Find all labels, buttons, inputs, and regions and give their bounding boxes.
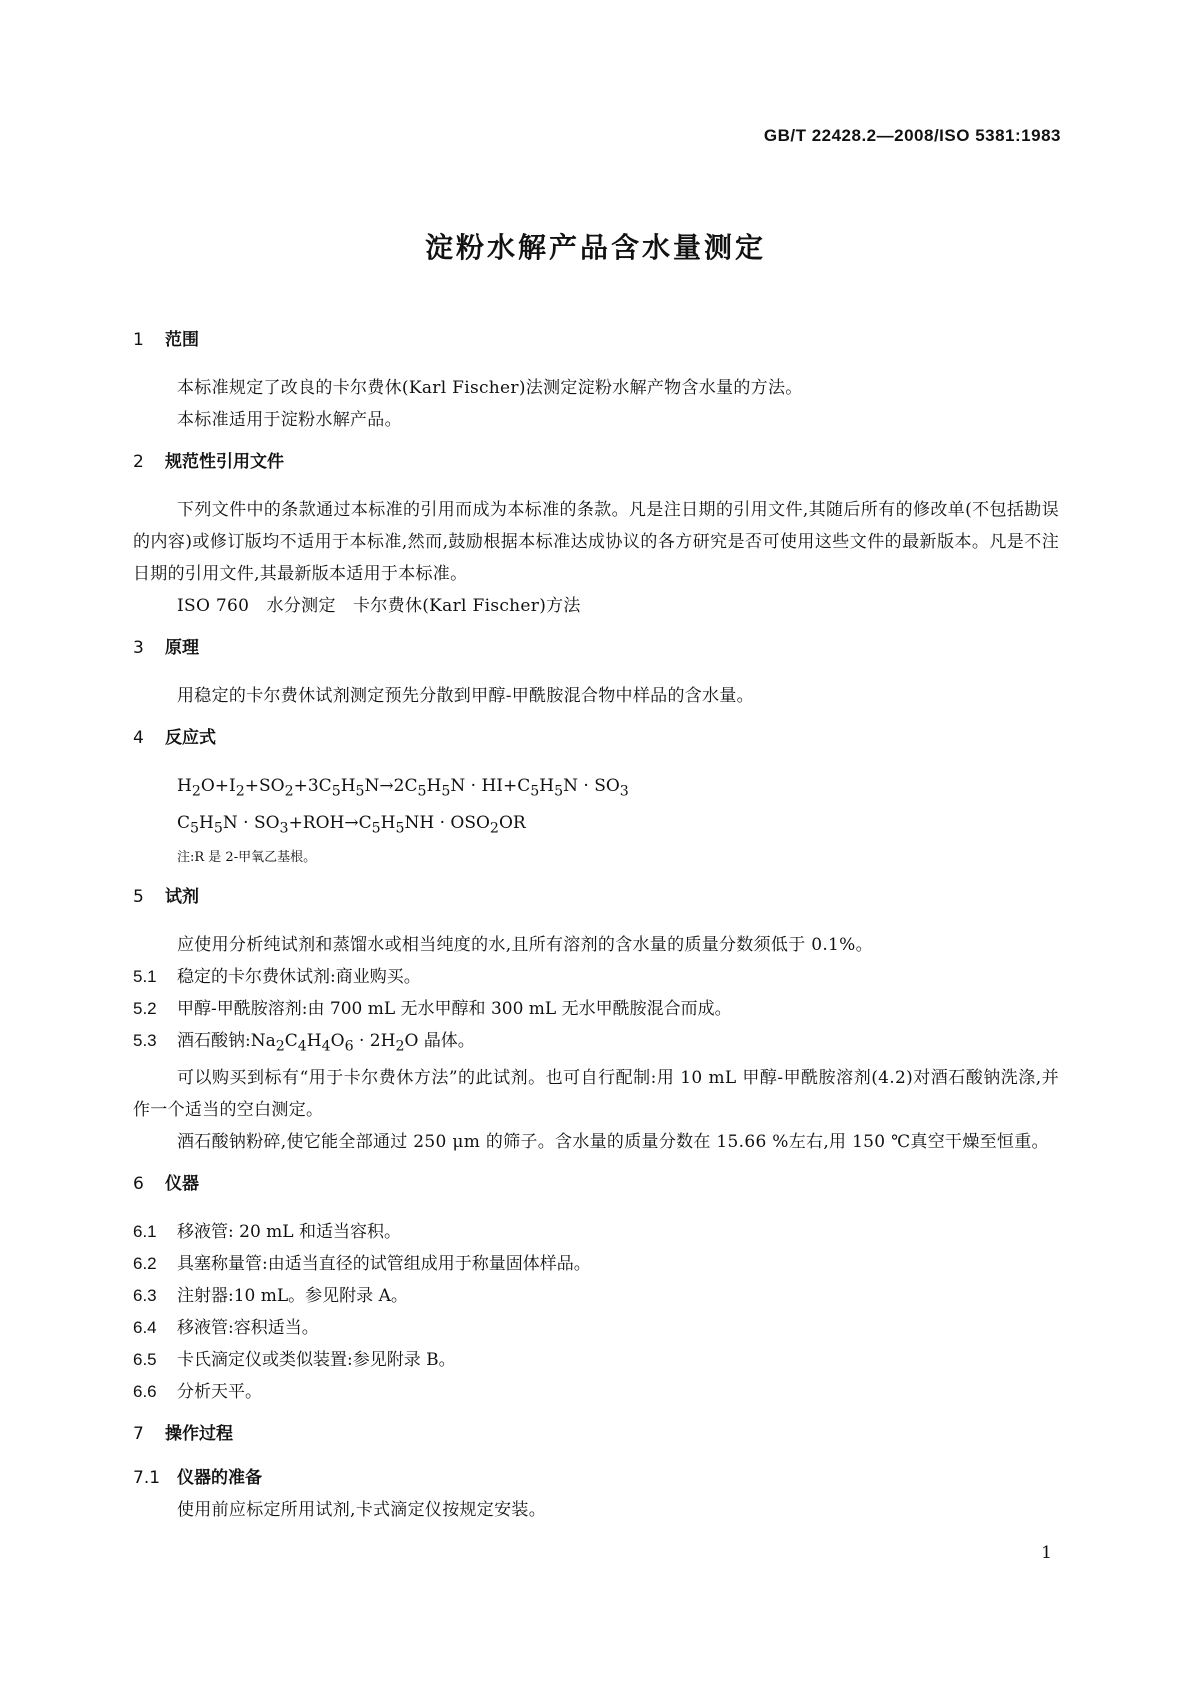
item-text: 酒石酸钠: xyxy=(177,1030,251,1051)
paragraph: 本标准适用于淀粉水解产品。 xyxy=(177,410,402,430)
section-title: 反应式 xyxy=(165,728,216,748)
item-number: 6.1 xyxy=(133,1222,157,1242)
list-item xyxy=(133,993,1059,1025)
normative-reference: ISO 760 水分测定 卡尔费休(Karl Fischer)方法 xyxy=(177,596,581,616)
list-item xyxy=(133,1025,1059,1062)
item-number: 6.6 xyxy=(133,1382,157,1402)
item-number: 6.2 xyxy=(133,1254,157,1274)
document-body xyxy=(133,328,1059,1526)
section-2-heading xyxy=(133,450,1059,474)
section-3-heading xyxy=(133,636,1059,660)
item-text: 移液管:容积适当。 xyxy=(177,1318,319,1339)
list-item xyxy=(133,1216,1059,1248)
item-text: 移液管: 20 mL 和适当容积。 xyxy=(177,1222,401,1243)
item-text: 具塞称量管:由适当直径的试管组成用于称量固体样品。 xyxy=(177,1254,591,1275)
item-number: 6.4 xyxy=(133,1318,157,1338)
section-number: 7 xyxy=(133,1424,144,1445)
section-number: 1 xyxy=(133,330,144,350)
section-number: 4 xyxy=(133,728,144,748)
page-number: 1 xyxy=(1041,1543,1052,1563)
paragraph: 酒石酸钠粉碎,使它能全部通过 250 μm 的筛子。含水量的质量分数在 15.66 %左右,用 150 ℃真空干燥至恒重。 xyxy=(177,1132,1049,1153)
section-5-heading xyxy=(133,885,1059,909)
note: 注:R 是 2-甲氧乙基根。 xyxy=(177,849,317,865)
standard-number: GB/T 22428.2—2008/ISO 5381:1983 xyxy=(763,126,1061,145)
subsection-number: 7.1 xyxy=(133,1468,161,1489)
item-text: 卡氏滴定仪或类似装置:参见附录 B。 xyxy=(177,1350,456,1371)
list-item xyxy=(133,1344,1059,1376)
section-7-heading xyxy=(133,1422,1059,1446)
item-number: 5.2 xyxy=(133,998,157,1018)
paragraph: 可以购买到标有“用于卡尔费休方法”的此试剂。也可自行配制:用 10 mL 甲醇-甲酰胺溶剂(4.2)对酒石酸钠洗涤,并作一个适当的空白测定。 xyxy=(133,1068,1059,1121)
section-title: 试剂 xyxy=(165,886,199,907)
chemical-formula: $Na_2C_4H_4O_6 \cdot 2H_2O$ xyxy=(250,1030,424,1055)
subsection-title: 仪器的准备 xyxy=(177,1468,262,1489)
item-text: 甲醇-甲酰胺溶剂:由 700 mL 无水甲醇和 300 mL 无水甲酰胺混合而成。 xyxy=(177,998,732,1019)
document-title: 淀粉水解产品含水量测定 xyxy=(424,231,766,264)
reaction-equation-2: $C_5H_5N \cdot SO_3+ROH\to C_5H_5NH \cdot OSO_2OR$ xyxy=(177,813,526,837)
item-text: 稳定的卡尔费休试剂:商业购买。 xyxy=(177,966,421,987)
item-number: 5.1 xyxy=(133,966,157,986)
item-text: 晶体。 xyxy=(423,1030,475,1051)
section-number: 2 xyxy=(133,452,144,472)
paragraph: 本标准规定了改良的卡尔费休(Karl Fischer)法测定淀粉水解产物含水量的方法。 xyxy=(177,378,803,398)
list-item xyxy=(133,961,1059,993)
list-item xyxy=(133,1312,1059,1344)
section-4-heading xyxy=(133,726,1059,750)
section-title: 操作过程 xyxy=(165,1424,233,1445)
section-1-heading xyxy=(133,328,1059,352)
item-number: 5.3 xyxy=(133,1030,157,1050)
paragraph: 用稳定的卡尔费休试剂测定预先分散到甲醇-甲酰胺混合物中样品的含水量。 xyxy=(177,686,754,706)
paragraph: 使用前应标定所用试剂,卡式滴定仪按规定安装。 xyxy=(177,1500,547,1521)
paragraph: 下列文件中的条款通过本标准的引用而成为本标准的条款。凡是注日期的引用文件,其随后所有的修改单(不包括勘误的内容)或修订版均不适用于本标准,然而,鼓励根据本标准达成协议的各方研究是否可使用这些文件的最新版本。凡是不注日期的引用文件,其最新版本适用于本标准。 xyxy=(133,500,1059,584)
item-text: 注射器:10 mL。参见附录 A。 xyxy=(177,1286,408,1307)
list-item xyxy=(133,1248,1059,1280)
section-number: 6 xyxy=(133,1174,144,1195)
subsection-7-1-heading xyxy=(133,1466,1059,1490)
section-number: 3 xyxy=(133,638,144,658)
section-number: 5 xyxy=(133,886,144,907)
item-text: 分析天平。 xyxy=(177,1382,262,1403)
section-title: 规范性引用文件 xyxy=(165,452,284,472)
section-title: 仪器 xyxy=(165,1174,199,1195)
paragraph: 应使用分析纯试剂和蒸馏水或相当纯度的水,且所有溶剂的含水量的质量分数须低于 0.1%。 xyxy=(177,934,873,955)
reaction-equation-1: $H_2O+I_2+SO_2+3C_5H_5N\to 2C_5H_5N \cdot HI+C_5H_5N \cdot SO_3$ xyxy=(177,776,629,800)
item-number: 6.5 xyxy=(133,1350,157,1370)
section-title: 范围 xyxy=(165,330,199,350)
section-6-heading xyxy=(133,1172,1059,1196)
item-number: 6.3 xyxy=(133,1286,157,1306)
list-item xyxy=(133,1376,1059,1408)
list-item xyxy=(133,1280,1059,1312)
section-title: 原理 xyxy=(165,638,199,658)
